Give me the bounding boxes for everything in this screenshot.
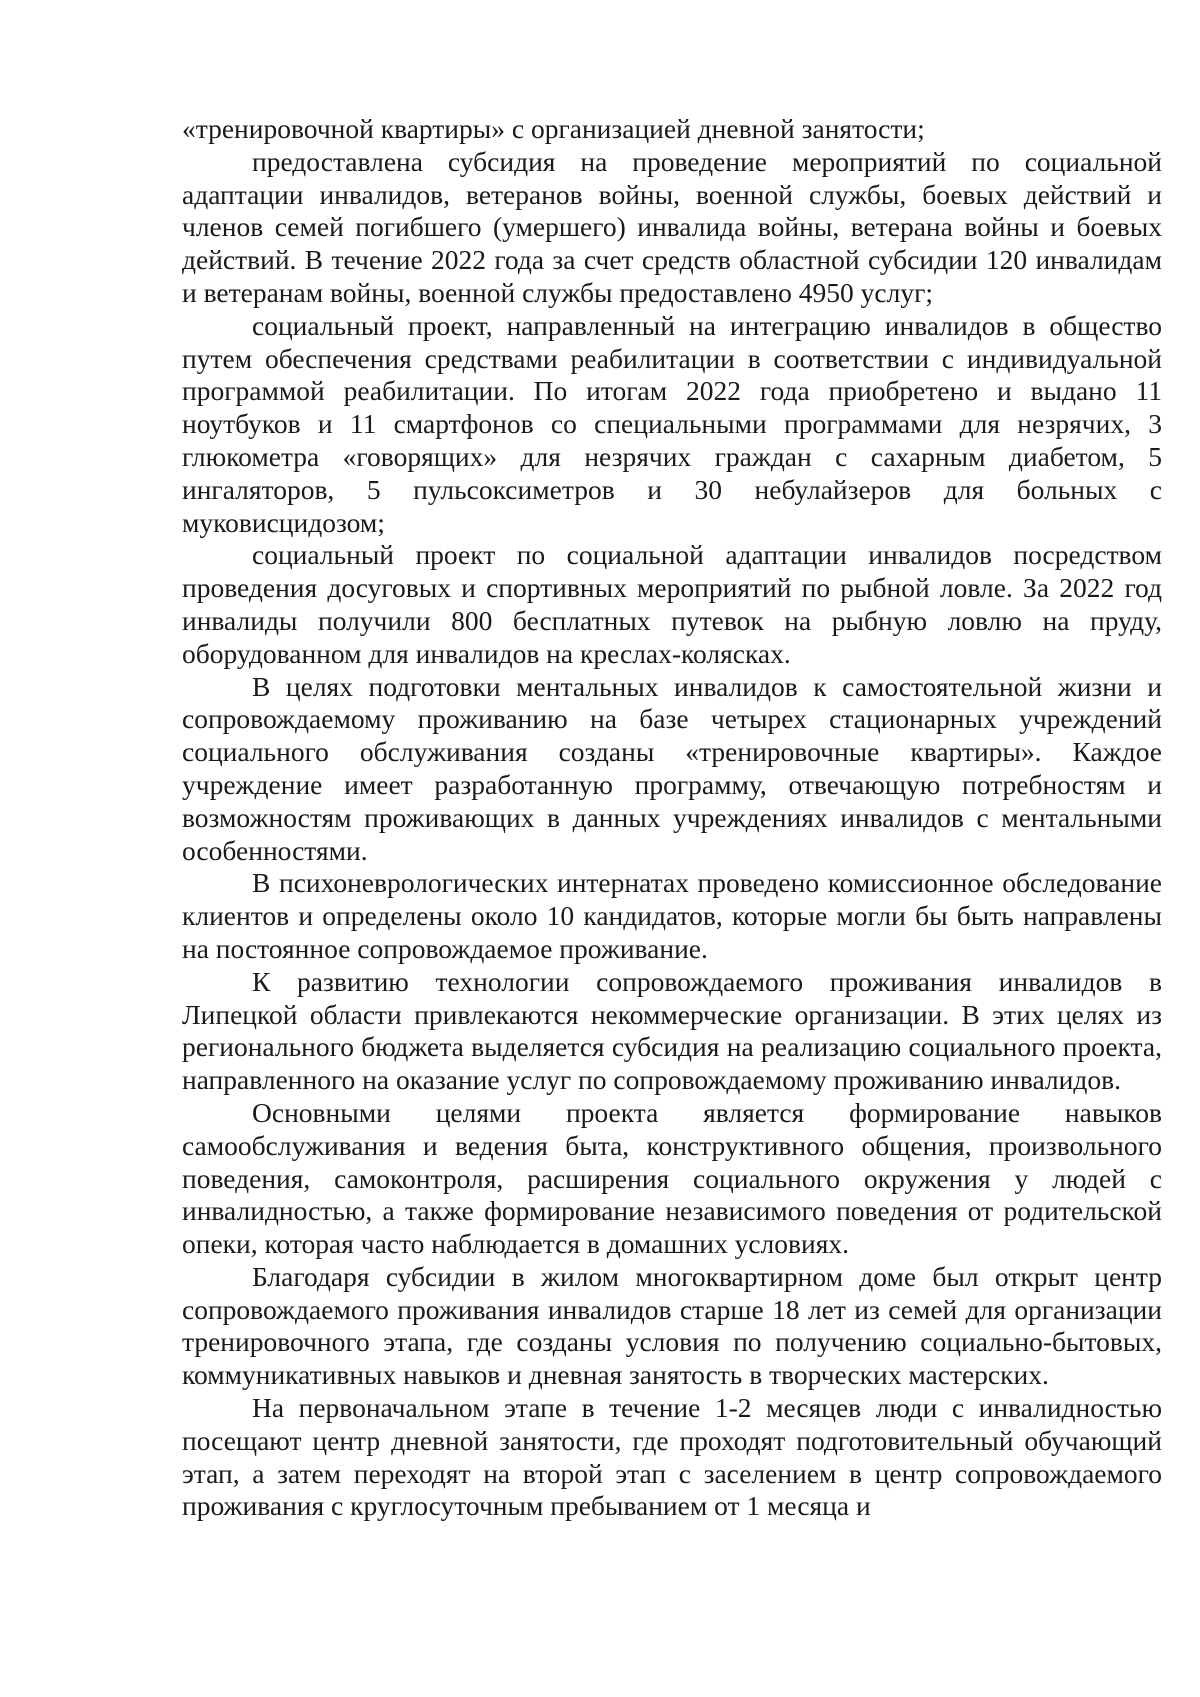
document-body bbox=[182, 113, 1162, 1523]
paragraph-6: В психоневрологических интернатах проведено комиссионное обследование клиентов и определены около 10 кандидатов, которые могли бы быть направлены на постоянное сопровождаемое проживание. bbox=[182, 867, 1162, 964]
paragraph-3: социальный проект, направленный на интеграцию инвалидов в общество путем обеспечения средствами реабилитации в соответствии с индивидуальной программой реабилитации. По итогам 2022 года приобретено и выдано 11 ноутбуков и 11 смартфонов со специальными программами для незрячих, 3 глюкометра «говорящих» для незрячих граждан с сахарным диабетом, 5 ингаляторов, 5 пульсоксиметров и 30 небулайзеров для больных с муковисцидозом; bbox=[182, 309, 1162, 538]
paragraph-8: Основными целями проекта является формирование навыков самообслуживания и ведения быта, конструктивного общения, произвольного поведения, самоконтроля, расширения социального окружения у людей с инвалидностью, а также формирование независимого поведения от родительской опеки, которая часто наблюдается в домашних условиях. bbox=[182, 1096, 1162, 1260]
paragraph-7: К развитию технологии сопровождаемого проживания инвалидов в Липецкой области привлекаются некоммерческие организации. В этих целях из регионального бюджета выделяется субсидия на реализацию социального проекта, направленного на оказание услуг по сопровождаемому проживанию инвалидов. bbox=[182, 965, 1162, 1096]
paragraph-5: В целях подготовки ментальных инвалидов к самостоятельной жизни и сопровождаемому проживанию на базе четырех стационарных учреждений социального обслуживания созданы «тренировочные квартиры». Каждое учреждение имеет разработанную программу, отвечающую потребностям и возможностям проживающих в данных учреждениях инвалидов с ментальными особенностями. bbox=[182, 670, 1162, 866]
paragraph-1: «тренировочной квартиры» с организацией дневной занятости; bbox=[182, 113, 925, 144]
paragraph-9: Благодаря субсидии в жилом многоквартирном доме был открыт центр сопровождаемого проживания инвалидов старше 18 лет из семей для организации тренировочного этапа, где созданы условия по получению социально-бытовых, коммуникативных навыков и дневная занятость в творческих мастерских. bbox=[182, 1260, 1162, 1391]
paragraph-10: На первоначальном этапе в течение 1-2 месяцев люди с инвалидностью посещают центр дневной занятости, где проходят подготовительный обучающий этап, а затем переходят на второй этап с заселением в центр сопровождаемого проживания с круглосуточным пребыванием от 1 месяца и bbox=[182, 1392, 1162, 1522]
paragraph-4: социальный проект по социальной адаптации инвалидов посредством проведения досуговых и спортивных мероприятий по рыбной ловле. За 2022 год инвалиды получили 800 бесплатных путевок на рыбную ловлю на пруду, оборудованном для инвалидов на креслах-колясках. bbox=[182, 539, 1162, 669]
paragraph-2: предоставлена субсидия на проведение мероприятий по социальной адаптации инвалидов, ветеранов войны, военной службы, боевых действий и членов семей погибшего (умершего) инвалида войны, ветерана войны и боевых действий. В течение 2022 года за счет средств областной субсидии 120 инвалидам и ветеранам войны, военной службы предоставлено 4950 услуг; bbox=[182, 145, 1162, 308]
